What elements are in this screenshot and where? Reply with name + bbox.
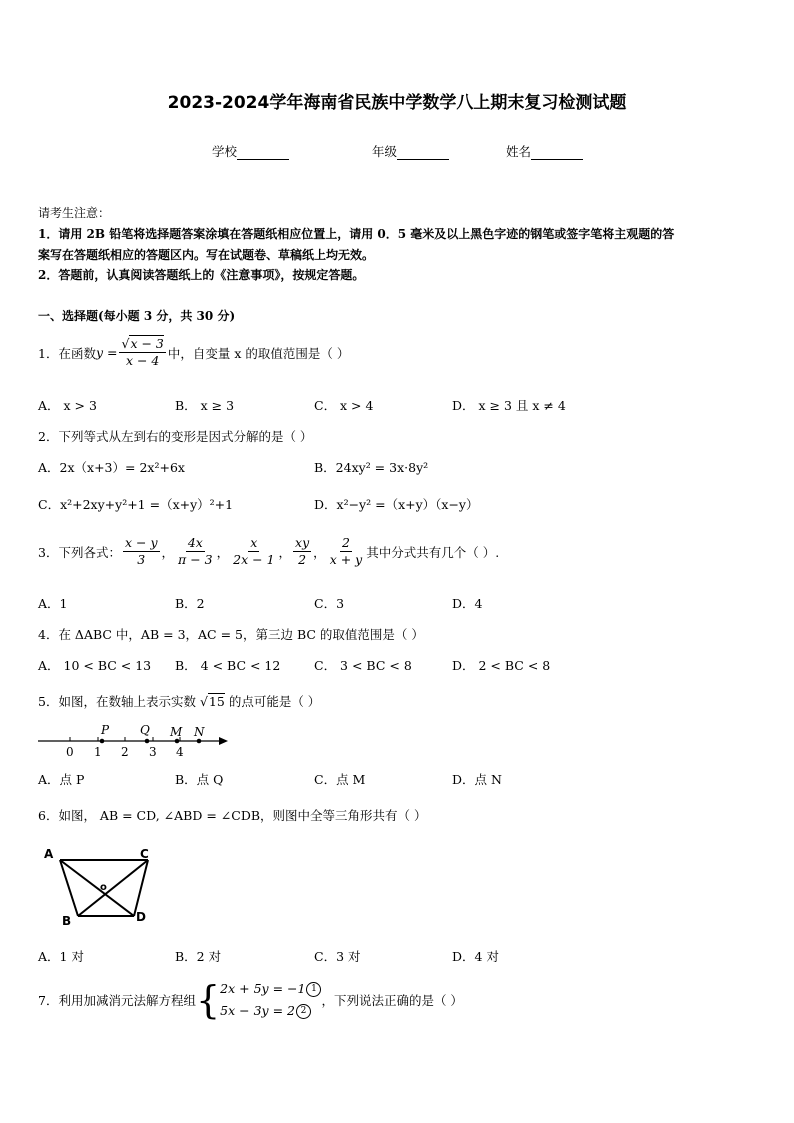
page-title: 2023-2024学年海南省民族中学数学八上期末复习检测试题	[167, 93, 627, 113]
name-field[interactable]	[506, 142, 583, 160]
q3-fraction-5: $\frac{2}{x + y}$	[329, 535, 363, 567]
section-heading: 一、选择题(每小题 3 分，共 30 分)	[38, 309, 236, 323]
q6-option-d[interactable]: D．4 对	[452, 949, 499, 964]
q4-stem: 4．在 ΔABC 中，AB = 3，AC = 5，第三边 BC 的取值范围是（ ）	[38, 627, 424, 642]
q1-pre: 1．在函数	[38, 345, 96, 361]
notice-item1-line2: 案写在答题纸相应的答题区内。写在试题卷、草稿纸上均无效。	[38, 248, 375, 262]
point-m	[175, 739, 180, 744]
point-label-n: N	[194, 725, 205, 739]
brace-icon: {	[195, 978, 221, 1022]
q1-numerator: x − 3	[130, 336, 164, 351]
q3-option-b[interactable]: B．2	[175, 596, 205, 611]
vertex-label-d: D	[136, 910, 146, 924]
vertex-label-c: C	[140, 847, 149, 861]
q3-post: 其中分式共有几个（ ）.	[366, 544, 500, 560]
arrow-icon	[219, 737, 228, 745]
school-field[interactable]	[212, 142, 289, 160]
q5-stem: 5．如图，在数轴上表示实数 √15 的点可能是（ ）	[38, 694, 321, 709]
q3-fraction-4: $\frac{xy}{2}$	[295, 535, 310, 567]
point-label-q: Q	[140, 723, 150, 737]
q7-eq2: 5x − 3y = 2	[220, 1003, 295, 1018]
q7-system	[220, 978, 321, 1022]
q3-fraction-2: $\frac{4x}{\pi - 3}$	[178, 535, 213, 567]
segment-ad	[60, 860, 134, 916]
circled-number-icon: 1	[306, 982, 321, 997]
tick-label-0: 0	[66, 745, 74, 759]
notice-heading: 请考生注意：	[38, 206, 111, 220]
q4-option-a[interactable]: A． 10 < BC < 13	[38, 658, 152, 673]
q7-post: ，下列说法正确的是（ ）	[321, 993, 463, 1008]
circled-number-icon: 2	[296, 1004, 311, 1019]
point-label-m: M	[170, 725, 183, 739]
grade-label: 年级	[372, 144, 398, 159]
tick-label-4: 4	[176, 745, 184, 759]
tick-label-2: 2	[121, 745, 129, 759]
point-p	[100, 739, 105, 744]
q3-option-c[interactable]: C．3	[314, 596, 345, 611]
q5-option-b[interactable]: B．点 Q	[175, 772, 224, 787]
vertex-label-b: B	[62, 914, 72, 928]
q1-post: 中，自变量 x 的取值范围是（ ）	[167, 345, 350, 361]
q2-option-c[interactable]: C．x²+2xy+y²+1 =（x+y）²+1	[38, 497, 234, 512]
q1-denominator: x − 4	[125, 353, 160, 368]
q5-radicand: 15	[208, 694, 225, 709]
q1-stem	[38, 336, 349, 369]
q3-fraction-3: $\frac{x}{2x - 1}$	[233, 535, 275, 567]
q3-stem: 3．下列各式： $\frac{x - y}{3}$ ， $\frac{4x}{\pi - 3}$ ， $\frac{x}{2x - 1}$ ， $\frac{xy}{2}$ ， $\frac{2}{x + y}$ 其中分式共有几个（ ）.	[38, 535, 500, 567]
tick-label-1: 1	[94, 745, 102, 759]
school-label: 学校	[212, 144, 238, 159]
q3-fraction-1: $\frac{x - y}{3}$	[124, 535, 158, 567]
point-n	[197, 739, 202, 744]
q4-option-b[interactable]: B． 4 < BC < 12	[175, 658, 281, 673]
point-q	[145, 739, 150, 744]
q5-pre: 5．如图，在数轴上表示实数	[38, 694, 196, 709]
tick-label-3: 3	[149, 745, 157, 759]
notice-item2: 2．答题前，认真阅读答题纸上的《注意事项》，按规定答题。	[38, 268, 365, 282]
number-line-figure	[36, 722, 236, 762]
q5-option-c[interactable]: C．点 M	[314, 772, 366, 787]
q7-pre: 7．利用加减消元法解方程组	[38, 993, 196, 1008]
point-label-p: P	[101, 723, 110, 737]
q2-option-a[interactable]: A．2x（x+3）= 2x²+6x	[38, 460, 185, 475]
q6-option-c[interactable]: C．3 对	[314, 949, 361, 964]
q3-option-d[interactable]: D．4	[452, 596, 483, 611]
q1-option-d[interactable]: D． x ≥ 3 且 x ≠ 4	[452, 398, 566, 413]
q7-eq1: 2x + 5y = −1	[220, 981, 306, 996]
q7-stem	[38, 978, 463, 1022]
q6-stem: 6．如图， AB = CD, ∠ABD = ∠CDB，则图中全等三角形共有（ ）	[38, 808, 427, 823]
q1-option-a[interactable]: A． x > 3	[38, 398, 97, 413]
q3-option-a[interactable]: A．1	[38, 596, 68, 611]
q1-option-b[interactable]: B． x ≥ 3	[175, 398, 235, 413]
q3-pre: 3．下列各式：	[38, 544, 121, 560]
q4-option-c[interactable]: C． 3 < BC < 8	[314, 658, 412, 673]
q1-option-c[interactable]: C． x > 4	[314, 398, 374, 413]
quadrilateral-figure	[36, 846, 166, 930]
q1-y: y =	[95, 345, 118, 360]
q1-fraction: $\frac{√x - 3}{x - 4}$	[121, 336, 164, 368]
q2-option-d[interactable]: D．x²−y² =（x+y）（x−y）	[314, 497, 479, 512]
q5-option-d[interactable]: D．点 N	[452, 772, 502, 787]
segment-cb	[78, 860, 148, 916]
vertex-label-o: o	[100, 882, 107, 893]
q2-stem: 2．下列等式从左到右的变形是因式分解的是（ ）	[38, 429, 313, 444]
vertex-label-a: A	[44, 847, 54, 861]
q6-option-a[interactable]: A．1 对	[38, 949, 84, 964]
q6-option-b[interactable]: B．2 对	[175, 949, 222, 964]
q4-option-d[interactable]: D． 2 < BC < 8	[452, 658, 551, 673]
segment-ab	[60, 860, 78, 916]
q5-option-a[interactable]: A．点 P	[38, 772, 85, 787]
q5-post: 的点可能是（ ）	[228, 694, 321, 709]
name-label: 姓名	[506, 144, 532, 159]
grade-field[interactable]	[372, 142, 449, 160]
notice-item1-line1: 1．请用 2B 铅笔将选择题答案涂填在答题纸相应位置上，请用 0．5 毫米及以上黑色字迹的钢笔或签字笔将主观题的答	[38, 227, 675, 241]
q2-option-b[interactable]: B．24xy² = 3x·8y²	[314, 460, 429, 475]
